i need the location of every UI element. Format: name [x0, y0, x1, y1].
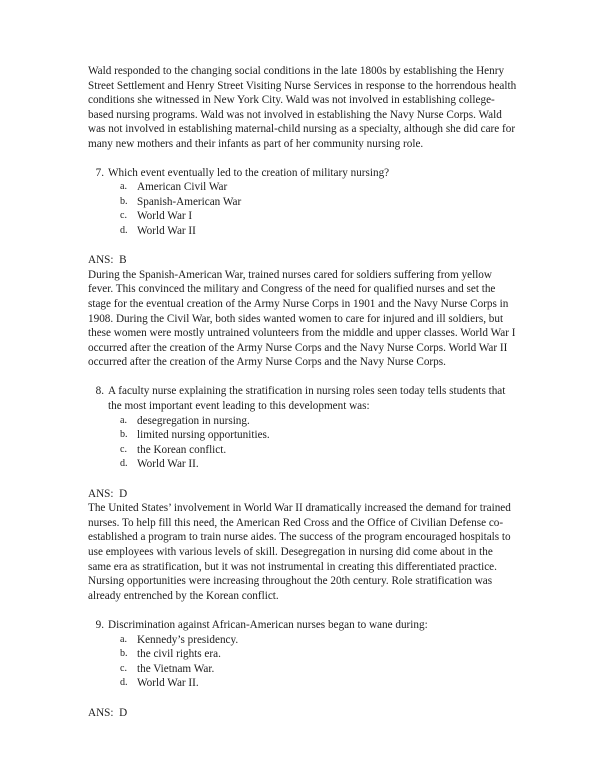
answer-options-list — [108, 180, 518, 238]
question-block-9 — [88, 618, 518, 720]
option-text: desegregation in nursing. — [137, 414, 250, 427]
option-letter: b. — [120, 429, 128, 441]
answer-option[interactable] — [108, 647, 518, 662]
answer-group — [88, 253, 518, 370]
option-text: World War I — [137, 210, 193, 223]
answer-option[interactable] — [108, 428, 518, 443]
option-letter: d. — [120, 458, 128, 470]
answer-options-list — [108, 414, 518, 472]
answer-option[interactable] — [108, 676, 518, 691]
lead-paragraph: Wald responded to the changing social conditions in the late 1800s by establishing the Henry Street Settlement and Henry Street Visiting Nurse Services in response to the horrendous health conditions she witnessed in New York City. Wald was not involved in establishing college-based nursing programs. Wald was not involved in establishing the Navy Nurse Corps. Wald was not involved in establishing maternal-child nursing as a specialty, although she did care for many new mothers and their infants as part of her community nursing role. — [88, 65, 517, 150]
question-block-7 — [88, 166, 518, 370]
question-number: 9. — [95, 618, 104, 631]
option-letter: a. — [120, 633, 128, 645]
answer-group — [88, 706, 518, 721]
answer-group — [88, 487, 518, 604]
answer-option[interactable] — [108, 209, 518, 224]
question-block-8 — [88, 384, 518, 603]
option-letter: b. — [120, 648, 128, 660]
option-letter: d. — [120, 677, 128, 689]
option-text: Kennedy’s presidency. — [137, 633, 239, 646]
question-stem: A faculty nurse explaining the stratification in nursing roles seen today tells students that the most important event leading to this development was: — [108, 385, 506, 413]
option-text: World War II. — [137, 677, 199, 690]
answer-key: ANS: B — [88, 254, 127, 267]
option-text: the Korean conflict. — [137, 443, 227, 456]
option-letter: d. — [120, 224, 128, 236]
question-stem: Which event eventually led to the creation of military nursing? — [108, 166, 390, 179]
option-letter: c. — [120, 662, 128, 674]
answer-rationale: The United States’ involvement in World War II dramatically increased the demand for trained nurses. To help fill this need, the American Red Cross and the Office of Civilian Defense co-established a program to train nurse aides. The success of the program encouraged hospitals to use employees with various levels of skill. Desegregation in nursing did come about in the same era as stratification, but it was not instrumental in creating this differentiated practice. Nursing opportunities were increasing throughout the 20th century. Role stratification was already entrenched by the Korean conflict. — [88, 502, 511, 602]
answer-rationale: During the Spanish-American War, trained nurses cared for soldiers suffering from yellow fever. This convinced the military and Congress of the need for qualified nurses and set the stage for the eventual creation of the Army Nurse Corps in 1901 and the Navy Nurse Corps in 1908. During the Civil War, both sides wanted women to care for injured and ill soldiers, but these women were mostly untrained volunteers from the middle and upper classes. World War I occurred after the creation of the Army Nurse Corps and the Navy Nurse Corps. World War II occurred after the creation of the Army Nurse Corps and the Navy Nurse Corps. — [88, 268, 516, 369]
question-number: 8. — [95, 385, 104, 398]
answer-option[interactable] — [108, 633, 518, 648]
answer-option[interactable] — [108, 195, 518, 210]
option-letter: a. — [120, 181, 128, 193]
answer-option[interactable] — [108, 180, 518, 195]
option-letter: a. — [120, 414, 128, 426]
answer-option[interactable] — [108, 224, 518, 239]
option-letter: b. — [120, 195, 128, 207]
question-number: 7. — [95, 166, 104, 179]
answer-option[interactable] — [108, 662, 518, 677]
answer-options-list — [108, 633, 518, 691]
option-text: World War II — [137, 224, 196, 237]
option-letter: c. — [120, 443, 128, 455]
document-body — [88, 64, 518, 720]
answer-option[interactable] — [108, 457, 518, 472]
answer-option[interactable] — [108, 414, 518, 429]
option-letter: c. — [120, 210, 128, 222]
answer-option[interactable] — [108, 443, 518, 458]
option-text: American Civil War — [137, 181, 228, 194]
answer-key: ANS: D — [88, 487, 128, 500]
option-text: limited nursing opportunities. — [137, 429, 270, 442]
option-text: the Vietnam War. — [137, 662, 215, 675]
option-text: the civil rights era. — [137, 648, 221, 661]
question-stem: Discrimination against African-American nurses began to wane during: — [108, 618, 428, 631]
option-text: Spanish-American War — [137, 195, 242, 208]
answer-key: ANS: D — [88, 706, 128, 719]
option-text: World War II. — [137, 458, 199, 471]
